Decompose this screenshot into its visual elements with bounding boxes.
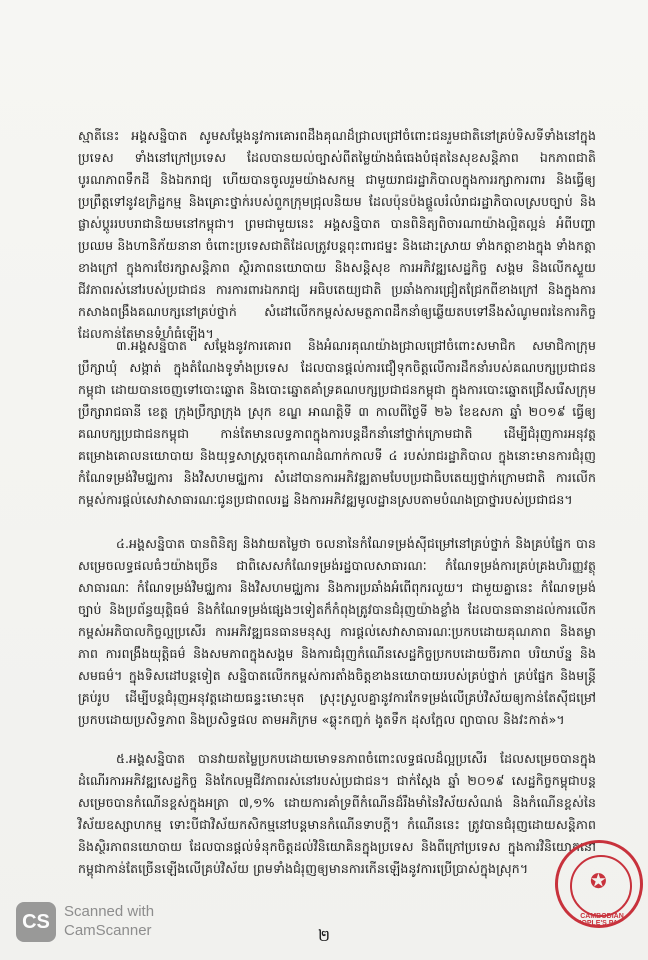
paragraph-1	[78, 125, 596, 345]
watermark-line-2: CamScanner	[64, 922, 152, 939]
paragraph-4	[78, 748, 596, 880]
paragraph-3-text: ៤.អង្គសន្និបាត បានពិនិត្យ និងវាយតម្លៃថា ចលនានៃកំណែទម្រង់ស៊ីជម្រៅនៅគ្រប់ថ្នាក់ និងគ្រប់ផ្នែក បានសម្រេចលទ្ធផលធំៗយ៉ាងច្រើន ជាពិសេសកំណែទម្រង់រដ្ឋបាលសាធារណៈ កំណែទម្រង់ការគ្រប់គ្រងហិរញ្ញវត្ថុសាធារណៈ កំណែទម្រង់វិមជ្ឈការ និងវិសហមជ្ឈការ និងការប្រឆាំងអំពើពុករលួយ។ ជាមួយគ្នានេះ កំណែទម្រង់ច្បាប់ និងប្រព័ន្ធយុត្តិធម៌ និងកំណែទម្រង់ផ្សេងៗទៀតក៏កំពុងត្រូវបានជំរុញយ៉ាងខ្លាំង ដែលបានធានាដល់ការលើកកម្ពស់អភិបាលកិច្ចល្អប្រសើរ ការអភិវឌ្ឍធនធានមនុស្ស ការផ្តល់សេវាសាធារណៈប្រកបដោយគុណភាព និងតម្លាភាព ការពង្រឹងយុត្តិធម៌ និងសមភាពក្នុងសង្គម និងការជំរុញកំណើនសេដ្ឋកិច្ចប្រកបដោយចីរភាព បរិយាប័ន្ន និងសមធម៌។ ក្នុងទិសដៅបន្តទៀត សន្និបាតលើកកម្ពស់ការតាំងចិត្តខាងនយោបាយរបស់គ្រប់ថ្នាក់ គ្រប់ផ្នែក និងមន្ត្រីគ្រប់រូប ដើម្បីបន្តជំរុញអនុវត្តដោយធន្ទះមោះមុត ស្រុះស្រួលគ្នានូវការកែទម្រង់លើគ្រប់វិស័យឲ្យកាន់តែស៊ីជម្រៅប្រកបដោយប្រសិទ្ធភាព និងប្រសិទ្ធផល តាមអភិក្រម «ឆ្លុះកញ្ចក់ ងូតទឹក ដុសក្អែល ព្យាបាល និងវះកាត់»។	[78, 536, 596, 727]
paragraph-2-text: ៣.អង្គសន្និបាត សម្តែងនូវការគោរព និងអំណរគុណយ៉ាងជ្រាលជ្រៅចំពោះសមាជិក សមាជិកាក្រុមប្រឹក្សាឃុំ សង្កាត់ ក្នុងតំណែងទូទាំងប្រទេស ដែលបានផ្តល់ការជឿទុកចិត្តលើការដឹកនាំរបស់គណបក្សប្រជាជនកម្ពុជា ដោយបានចេញទៅបោះឆ្នោត និងបោះឆ្នោតគាំទ្រគណបក្សប្រជាជនកម្ពុជា ក្នុងការបោះឆ្នោតជ្រើសរើសក្រុមប្រឹក្សារាជធានី ខេត្ត ក្រុងប្រឹក្សាក្រុង ស្រុក ខណ្ឌ អាណត្តិទី ៣ កាលពីថ្ងៃទី ២៦ ខែឧសភា ឆ្នាំ ២០១៩ ធ្វើឲ្យគណបក្សប្រជាជនកម្ពុជា កាន់តែមានលទ្ធភាពក្នុងការបន្តដឹកនាំនៅថ្នាក់ក្រោមជាតិ ដើម្បីជំរុញការអនុវត្តគម្រោងគោលនយោបាយ និងយុទ្ធសាស្ត្រចតុកោណដំណាក់កាលទី ៤ របស់រាជរដ្ឋាភិបាល ក្នុងនោះមានការជំរុញកំណែទម្រង់វិមជ្ឈការ និងវិសហមជ្ឈការ សំដៅបានការអភិវឌ្ឍតាមបែបប្រជាធិបតេយ្យថ្នាក់ក្រោមជាតិ ការលើកកម្ពស់ការផ្តល់សេវាសាធារណៈជូនប្រជាពលរដ្ឋ និងការអភិវឌ្ឍមូលដ្ឋានស្របតាមបំណងប្រាថ្នារបស់ប្រជាជន។	[78, 338, 596, 507]
paragraph-2	[78, 335, 596, 511]
paragraph-1-text: ស្មាតីនេះ អង្គសន្និបាត សូមសម្តែងនូវការគោរពដឹងគុណដ៏ជ្រាលជ្រៅចំពោះជនរួមជាតិនៅគ្រប់ទិសទីទាំងនៅក្នុងប្រទេស ទាំងនៅក្រៅប្រទេស ដែលបានយល់ច្បាស់ពីតម្លៃយ៉ាងធំធេងបំផុតនៃសុខសន្តិភាព ឯកភាពជាតិ បូរណភាពទឹកដី និងឯករាជ្យ ហើយបានចូលរួមយ៉ាងសកម្ម ជាមួយរាជរដ្ឋាភិបាលក្នុងការរក្សាការពារ និងធ្វើឲ្យប្រព្រឹត្តទៅនូវឧក្រិដ្ឋកម្ម និងគ្រោះថ្នាក់របស់ពួកក្រុមជ្រុលនិយម ដែលប៉ុនប៉ងផ្តួលរំលំរាជរដ្ឋាភិបាលស្របច្បាប់ និងផ្លាស់ប្តូររបបរាជានិយមនៅកម្ពុជា។ ព្រមជាមួយនេះ អង្គសន្និបាត បានពិនិត្យពិចារណាយ៉ាងល្អិតល្អន់ អំពីបញ្ហាប្រឈម និងហានិភ័យនានា ចំពោះប្រទេសជាតិដែលត្រូវបន្តពុះពារជម្នះ និងដោះស្រាយ ទាំងកត្តាខាងក្នុង ទាំងកត្តាខាងក្រៅ ក្នុងការថែរក្សាសន្តិភាព ស្ថិរភាពនយោបាយ និងសន្តិសុខ ការអភិវឌ្ឍសេដ្ឋកិច្ច សង្គម និងលើកស្ទួយជីវភាពរស់នៅរបស់ប្រជាជន ការការពារឯករាជ្យ អធិបតេយ្យជាតិ ប្រឆាំងការជ្រៀតជ្រែកពីខាងក្រៅ និងក្នុងការកសាងពង្រឹងគណបក្សនៅគ្រប់ថ្នាក់ សំដៅលើកកម្ពស់សមត្ថភាពដឹកនាំឲ្យឆ្លើយតបទៅនឹងសំណូមពរនៃការកិច្ចដែលកាន់តែមានទំហំធំឡើង។	[78, 128, 596, 341]
page-number: ២	[317, 926, 331, 945]
seal-text: CAMBODIAN PEOPLE'S PARTY	[572, 913, 632, 927]
party-seal-stamp	[555, 840, 643, 928]
paragraph-4-text: ៥.អង្គសន្និបាត បានវាយតម្លៃប្រកបដោយមោទនភាពចំពោះលទ្ធផលដ៏ល្អប្រសើរ ដែលសម្រេចបានក្នុងដំណើរការអភិវឌ្ឍសេដ្ឋកិច្ច និងកែលម្អជីវភាពរស់នៅរបស់ប្រជាជន។ ជាក់ស្តែង ឆ្នាំ ២០១៩ សេដ្ឋកិច្ចកម្ពុជាបន្តសម្រេចបានកំណើនខ្ពស់ក្នុងអត្រា ៧,១% ដោយការគាំទ្រពីកំណើនដ៏រឹងមាំនៃវិស័យសំណង់ និងកំណើនខ្ពស់នៃវិស័យឧស្សាហកម្ម ទោះបីជាវិស័យកសិកម្មនៅបន្តមានកំណើនទាបក្តី។ កំណើននេះ ត្រូវបានជំរុញដោយសន្តិភាព និងស្ថិរភាពនយោបាយ ដែលបានផ្តល់ទំនុកចិត្តដល់វិនិយោគិនក្នុងប្រទេស និងពីក្រៅប្រទេស ក្នុងការវិនិយោគនៅកម្ពុជាកាន់តែច្រើនឡើងលើគ្រប់វិស័យ ព្រមទាំងជំរុញឲ្យមានការកើនឡើងនូវការប្រើប្រាស់ក្នុងស្រុក។	[78, 751, 596, 876]
camscanner-watermark	[64, 902, 154, 940]
watermark-line-1: Scanned with	[64, 903, 155, 920]
paragraph-3	[78, 533, 596, 731]
seal-emblem-icon: ✪	[590, 869, 607, 893]
camscanner-logo-icon: CS	[16, 902, 56, 942]
